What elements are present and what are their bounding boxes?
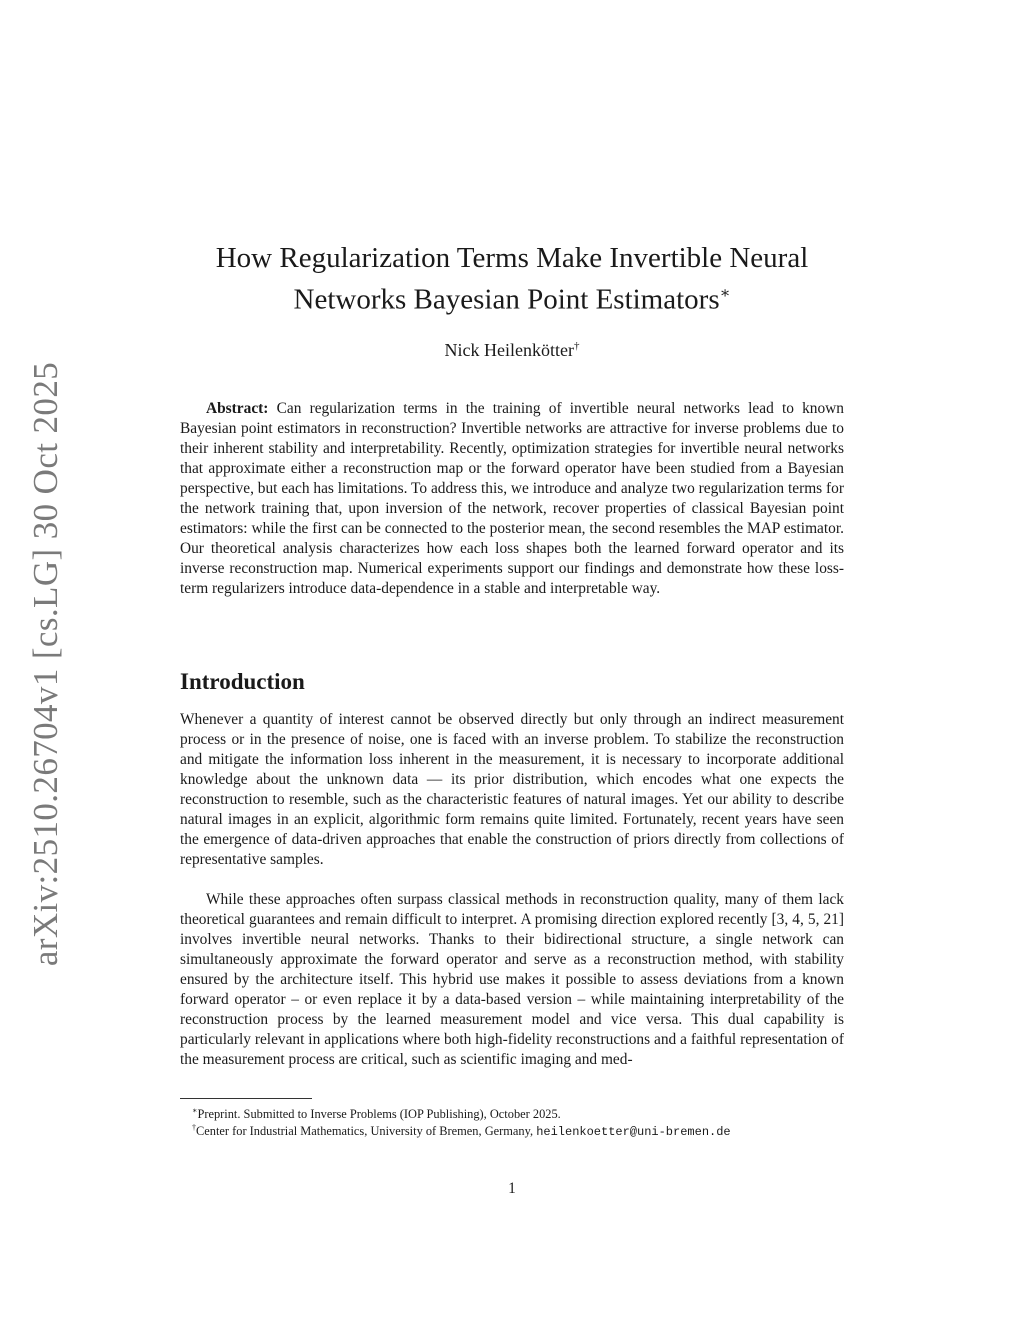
section-heading-introduction: Introduction (180, 669, 305, 694)
title-line-1: How Regularization Terms Make Invertible Neural (215, 242, 809, 274)
footnote-2-text: Center for Industrial Mathematics, University of Bremen, Germany, (196, 1124, 537, 1139)
arxiv-identifier-stamp (18, 361, 74, 967)
footnote-1-marker: ∗ (192, 1106, 198, 1115)
author-footnote-marker: † (573, 340, 580, 352)
abstract-text: Can regularization terms in the training of invertible neural networks lead to known Bayesian point estimators in reconstruction? Invertible networks are attractive for inverse problems due to their inherent stability and interpretability. Recently, optimization strategies for invertible neural networks that approximate either a reconstruction map or the forward operator have been studied from a Bayesian perspective, but each has limitations. To address this, we introduce and analyze two regularization terms for the network training that, upon inversion of the network, recover properties of classical Bayesian point estimators: while the first can be connected to the posterior mean, the second resembles the MAP estimator. Our theoretical analysis characterizes how each loss shapes both the learned forward operator and its inverse reconstruction map. Numerical experiments support our findings and demonstrate how these loss-term regularizers introduce data-dependence in a stable and interpretable way. (180, 400, 844, 597)
author-email-link[interactable]: heilenkoetter@uni-bremen.de (536, 1125, 731, 1140)
arxiv-identifier-text: arXiv:2510.26704v1 [cs.LG] 30 Oct 2025 (26, 361, 65, 967)
abstract (180, 399, 844, 599)
title-footnote-marker: ∗ (719, 285, 731, 302)
author-line (150, 335, 874, 361)
footnote-divider (180, 1098, 312, 1099)
footnote-1-text: Preprint. Submitted to Inverse Problems (IOP Publishing), October 2025. (197, 1107, 561, 1122)
introduction-paragraph-2: While these approaches often surpass classical methods in reconstruction quality, many of them lack theoretical guarantees and remain difficult to interpret. A promising direction explored recently [3, 4, 5, 21] involves invertible neural networks. Thanks to their bidirectional structure, a single network can simultaneously approximate the forward operator and serve as a reconstruction method, with stability ensured by the architecture itself. This hybrid use makes it possible to assess deviations from a known forward operator – or even replace it by a data-based version – while maintaining interpretability of the reconstruction process by the learned measurement model and vice versa. This dual capability is particularly relevant in applications where both high-fidelity reconstructions and a faithful representation of the measurement process are critical, such as scientific imaging and med- (180, 891, 844, 1068)
title-line-2: Networks Bayesian Point Estimators (293, 283, 720, 316)
paper-title (150, 240, 874, 318)
page-number: 1 (508, 1180, 516, 1197)
footnote-2 (180, 1119, 860, 1141)
author-name: Nick Heilenkötter (444, 340, 574, 360)
abstract-label: Abstract: (206, 400, 269, 417)
footnote-2-marker: † (192, 1123, 196, 1132)
introduction-paragraph-1: Whenever a quantity of interest cannot be observed directly but only through an indirect measurement process or in the presence of noise, one is faced with an inverse problem. To stabilize the reconstruction and mitigate the information loss inherent in the measurement, it is necessary to incorporate additional knowledge about the unknown data — its prior distribution, which encodes what one expects the reconstruction to resemble, such as the characteristic features of natural images. Yet our ability to describe natural images in an explicit, algorithmic form remains quite limited. Fortunately, recent years have seen the emergence of data-driven approaches that enable the construction of priors directly from collections of representative samples. (180, 711, 844, 868)
